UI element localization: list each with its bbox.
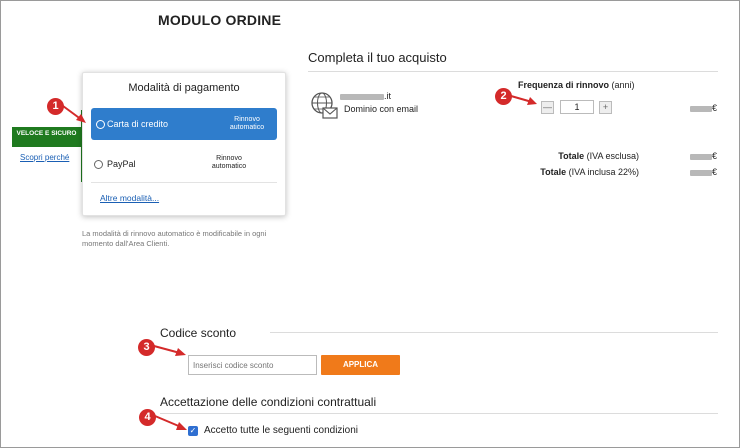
decrement-button[interactable]: — <box>543 102 552 112</box>
domain-suffix: .it <box>384 91 392 101</box>
domain-name <box>340 91 391 101</box>
payment-panel <box>82 72 286 216</box>
secure-badge: VELOCE E SICURO <box>12 127 81 147</box>
currency: € <box>712 151 718 161</box>
divider <box>91 182 277 183</box>
marker-4: 4 <box>139 409 156 426</box>
purchase-heading: Completa il tuo acquisto <box>308 50 447 65</box>
globe-email-icon <box>309 91 339 121</box>
currency: € <box>712 167 718 177</box>
payment-option-label: Carta di credito <box>107 119 169 129</box>
total-excl-vat-label <box>520 151 639 161</box>
radio-credit-card[interactable] <box>96 120 105 129</box>
marker-3: 3 <box>138 339 155 356</box>
frequency-label: Frequenza di rinnovo <box>518 80 610 90</box>
total-incl-vat-value <box>690 167 717 177</box>
accept-terms-label[interactable]: Accetto tutte le seguenti condizioni <box>204 425 358 436</box>
arrow-icon <box>153 343 187 359</box>
terms-heading: Accettazione delle condizioni contrattuali <box>160 395 377 409</box>
total-label: Totale <box>540 167 567 177</box>
redacted-value <box>690 170 712 176</box>
apply-button[interactable]: APPLICA <box>321 355 400 375</box>
more-payment-methods-link[interactable]: Altre modalità... <box>100 193 160 203</box>
divider <box>308 71 718 72</box>
total-incl-vat-label <box>500 167 639 177</box>
divider <box>160 413 718 414</box>
radio-paypal[interactable] <box>94 160 103 169</box>
discount-heading: Codice sconto <box>160 326 237 340</box>
redacted-value <box>690 106 712 112</box>
marker-2: 2 <box>495 88 512 105</box>
vat-note: (IVA esclusa) <box>586 151 639 161</box>
renewal-frequency-label <box>518 80 635 90</box>
auto-renew-label: Rinnovo automatico <box>211 155 247 170</box>
divider <box>270 332 718 333</box>
payment-option-credit-card[interactable] <box>91 108 277 140</box>
total-excl-vat-value <box>690 151 717 161</box>
marker-1: 1 <box>47 98 64 115</box>
payment-option-paypal[interactable] <box>91 153 277 179</box>
redacted-value <box>340 94 384 100</box>
frequency-unit: (anni) <box>611 80 635 90</box>
redacted-value <box>690 154 712 160</box>
vat-note: (IVA inclusa 22%) <box>568 167 639 177</box>
accept-terms-checkbox[interactable]: ✓ <box>189 426 197 435</box>
auto-renew-note: La modalità di rinnovo automatico è modificabile in ogni momento dall'Area Clienti. <box>82 229 267 248</box>
payment-title: Modalità di pagamento <box>128 82 240 94</box>
scopri-link[interactable]: Scopri perché <box>20 153 70 162</box>
increment-button[interactable]: + <box>599 101 612 114</box>
total-label: Totale <box>558 151 585 161</box>
discount-code-input[interactable] <box>188 355 317 375</box>
currency: € <box>712 103 718 113</box>
arrow-icon <box>62 104 88 126</box>
auto-renew-label: Rinnovo automatico <box>229 116 265 131</box>
quantity-stepper[interactable]: 1 <box>560 100 594 114</box>
line-price <box>690 103 717 113</box>
payment-option-label: PayPal <box>107 159 136 169</box>
arrow-icon <box>154 413 188 433</box>
product-name: Dominio con email <box>344 104 419 114</box>
page-title: MODULO ORDINE <box>158 12 282 28</box>
arrow-icon <box>510 93 538 107</box>
